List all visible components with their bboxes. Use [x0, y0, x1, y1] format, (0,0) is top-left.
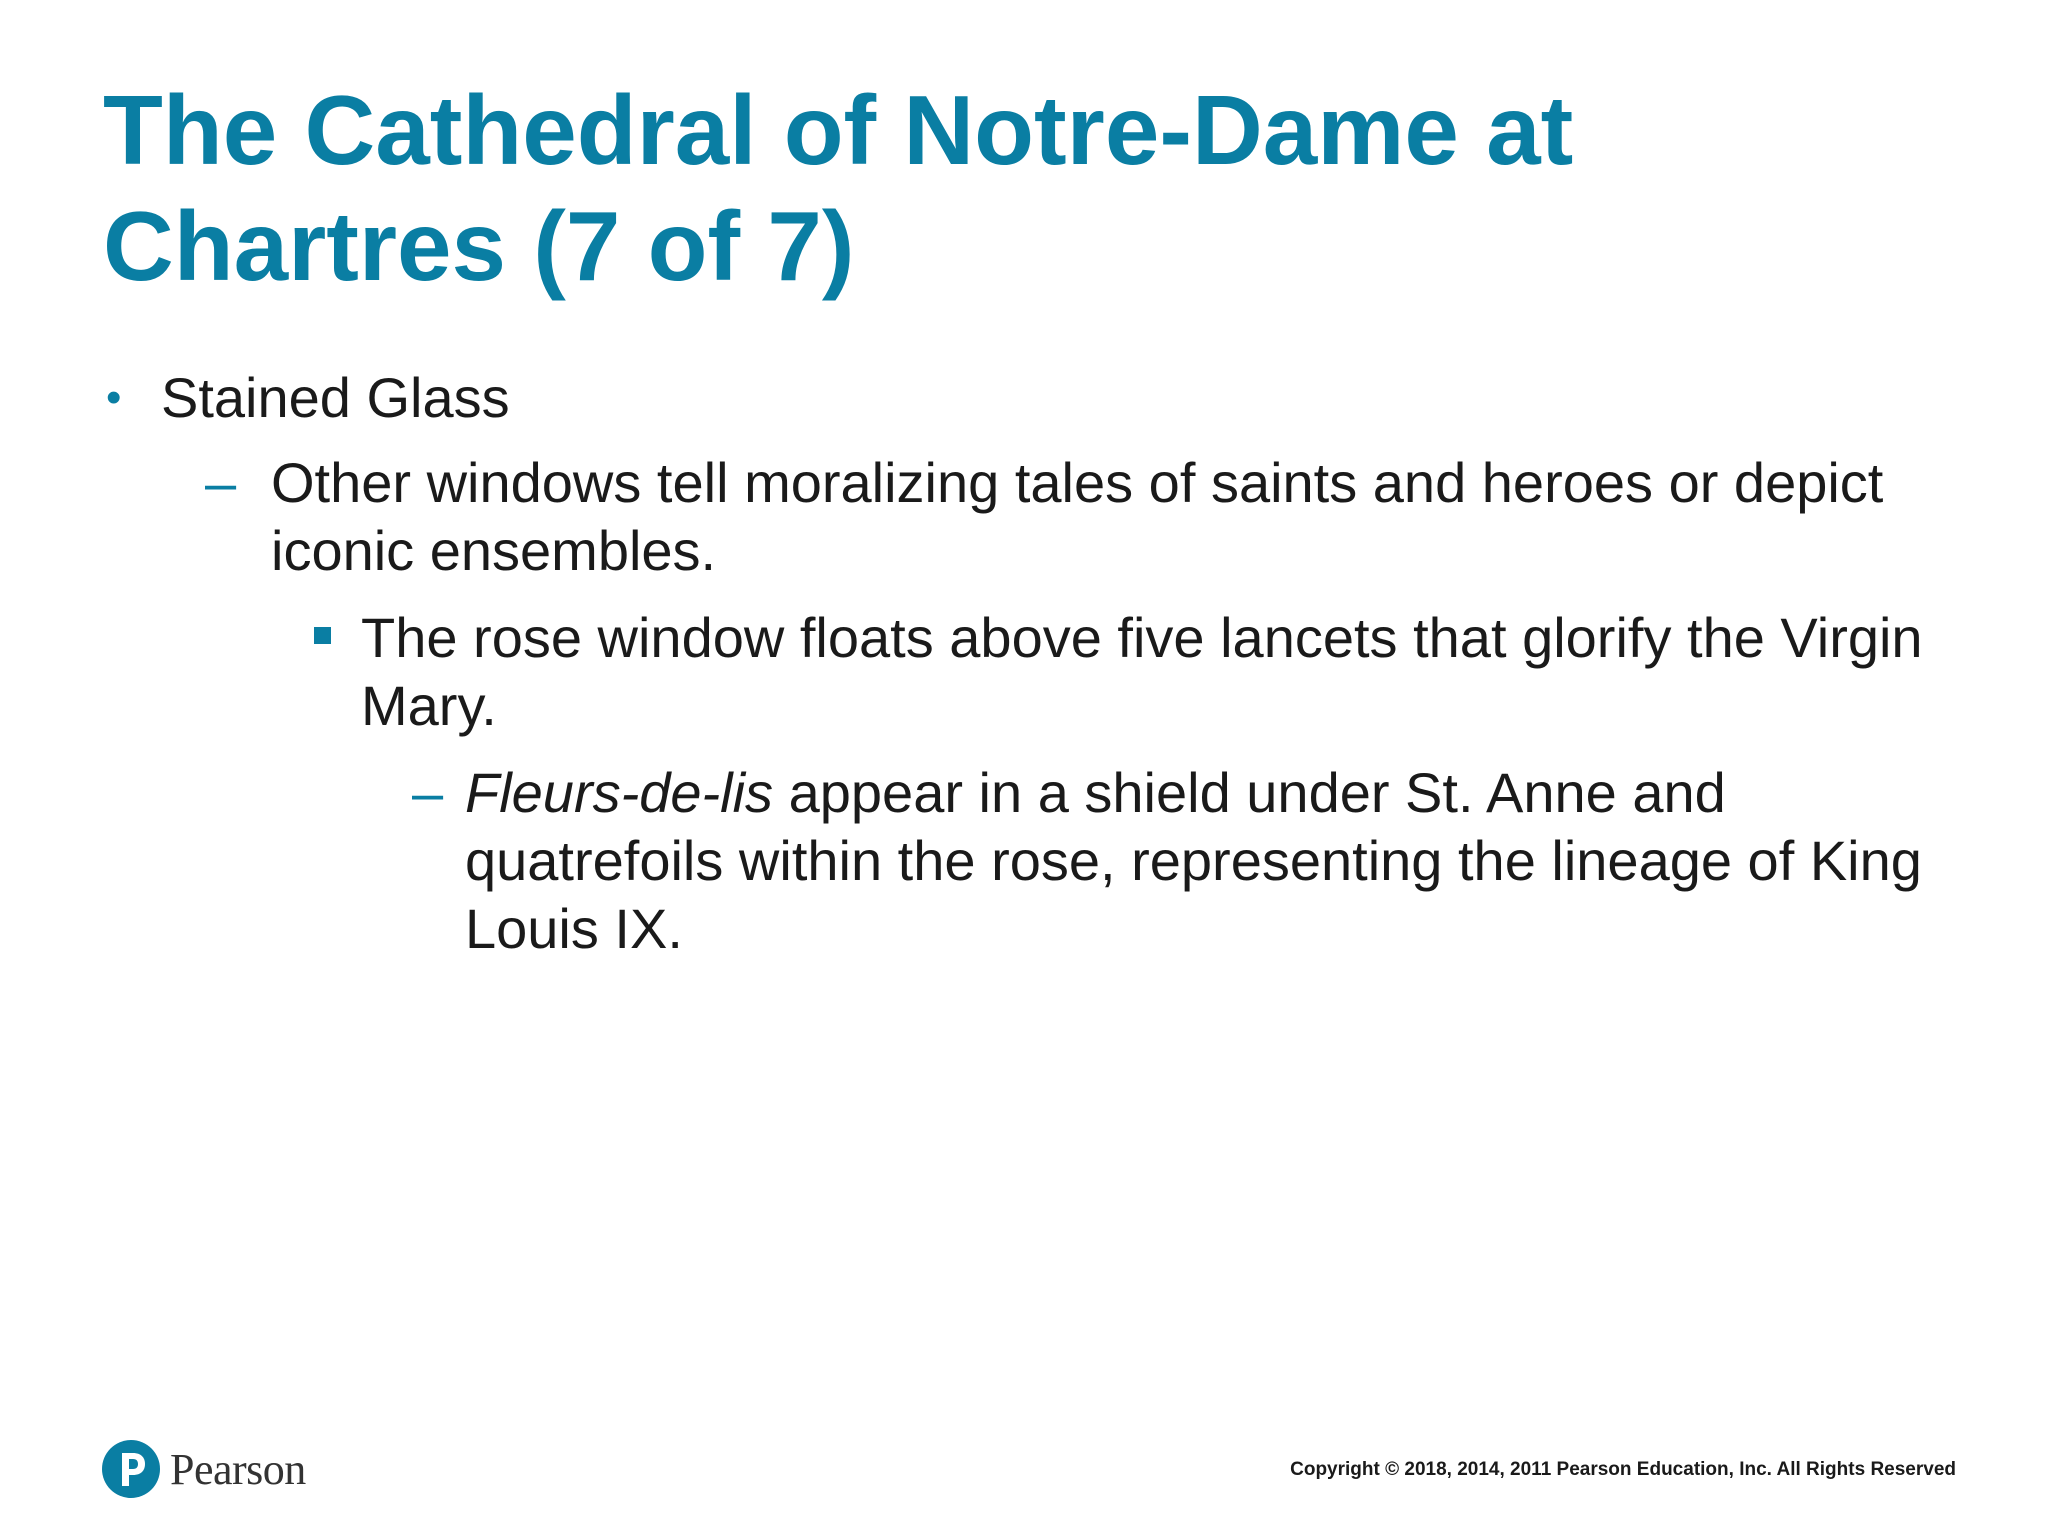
bullet-dash-icon: –: [412, 761, 444, 824]
fleurs-de-lis-description: appear in a shield under St. Anne and quatrefoils within the rose, representing the lineage of King Louis IX.: [465, 761, 1922, 960]
bullet-text-other-windows: Other windows tell moralizing tales of saints and heroes or depict iconic ensembles.: [271, 451, 1884, 582]
pearson-wordmark: Pearson: [170, 1444, 306, 1494]
bullet-text-rose-window: The rose window floats above five lancets that glorify the Virgin Mary.: [361, 606, 1923, 737]
bullet-text-stained-glass: Stained Glass: [161, 366, 510, 429]
bullet-square-icon: [314, 627, 331, 644]
bullet-dot-icon: •: [106, 373, 122, 422]
italic-term-fleurs-de-lis: Fleurs-de-lis: [465, 761, 774, 824]
bullet-text-fleurs-de-lis: [465, 759, 1985, 963]
pearson-logo: [102, 1434, 306, 1504]
bullet-dash-icon: –: [205, 451, 237, 514]
slide-title: The Cathedral of Notre-Dame at Chartres (7 of 7): [103, 75, 1574, 301]
copyright-notice: Copyright © 2018, 2014, 2011 Pearson Education, Inc. All Rights Reserved: [1290, 1459, 1956, 1480]
pearson-p-icon: [102, 1440, 160, 1498]
